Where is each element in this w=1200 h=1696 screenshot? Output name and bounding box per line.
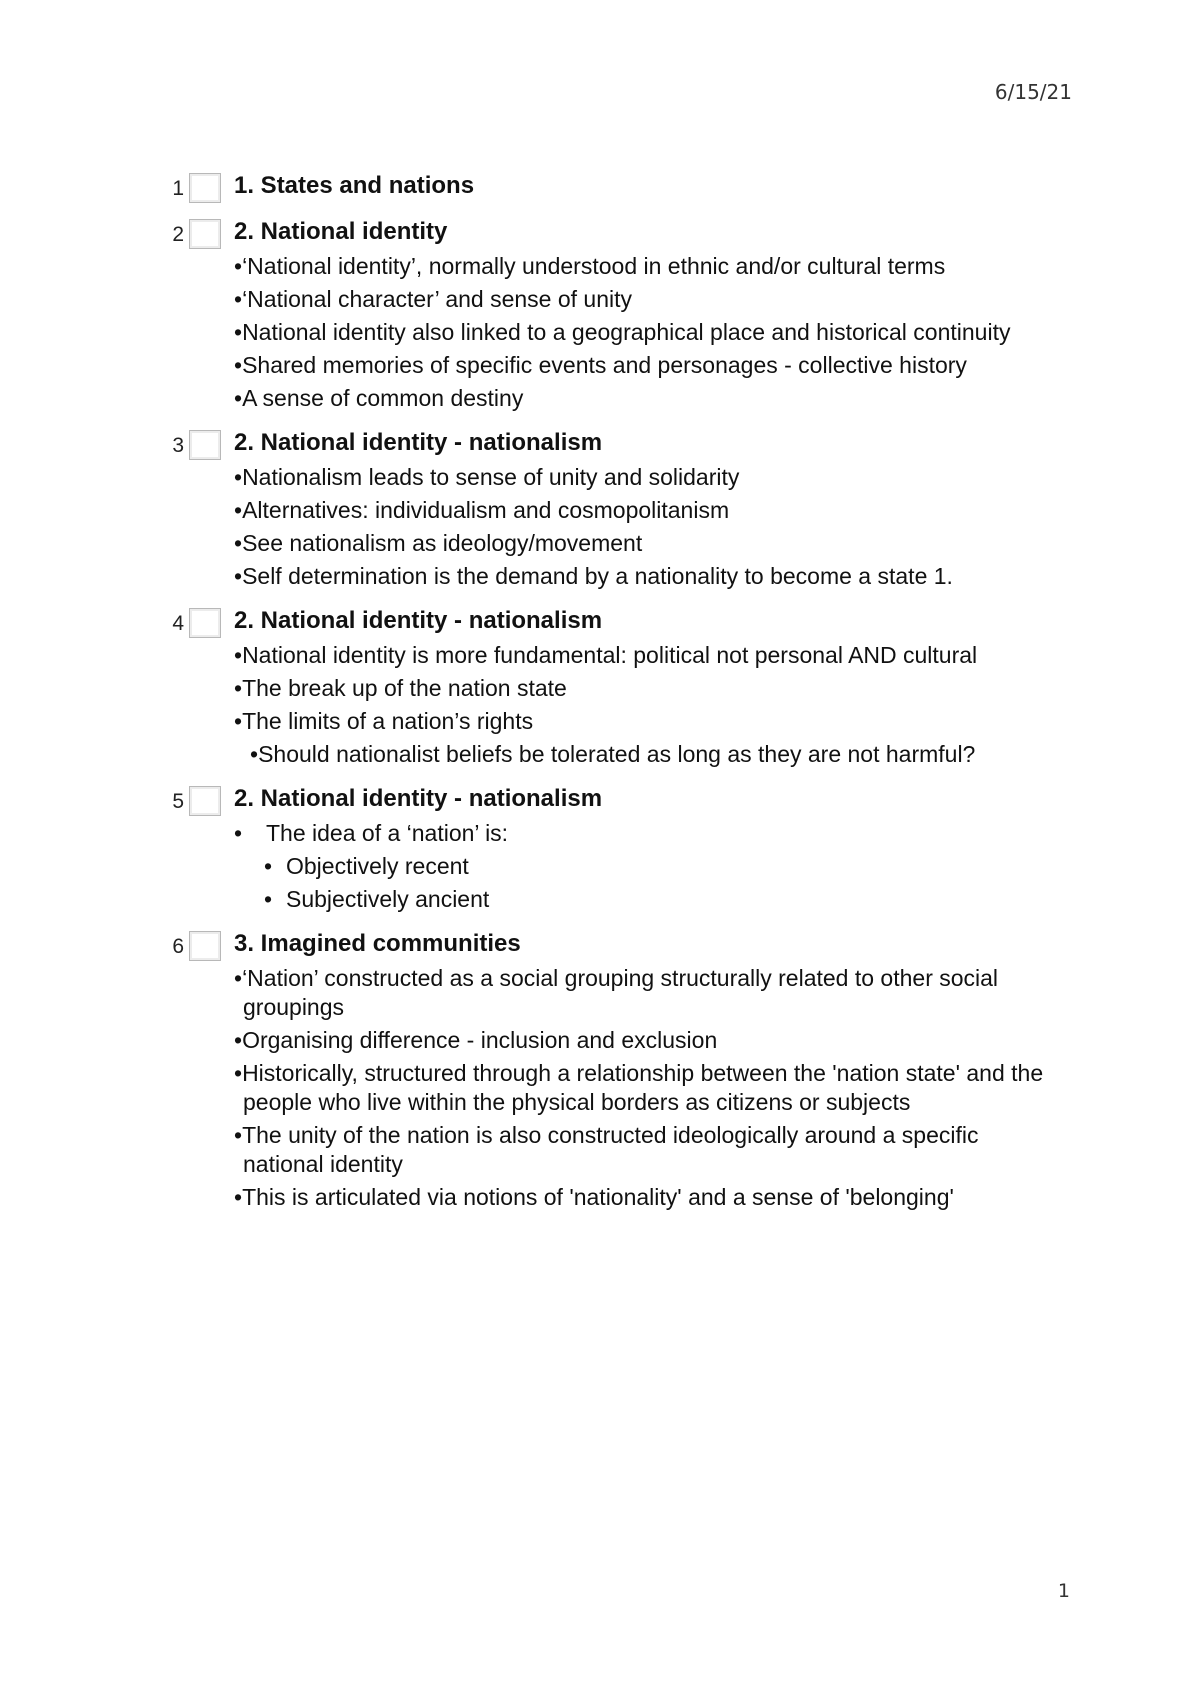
bullet-item: [234, 1183, 1046, 1212]
bullet-symbol: •: [234, 464, 243, 490]
bullet-text: Organising difference - inclusion and exclusion: [242, 1027, 718, 1053]
bullet-symbol: •: [234, 675, 243, 701]
bullet-text: Nationalism leads to sense of unity and solidarity: [242, 464, 740, 490]
bullet-symbol: •: [234, 563, 243, 589]
bullet-item: [234, 1026, 1046, 1055]
bullet-symbol: •: [234, 385, 243, 411]
bullet-text: The idea of a ‘nation’ is:: [266, 820, 509, 846]
slide-entry: [166, 427, 1046, 591]
bullet-text: Alternatives: individualism and cosmopolitanism: [242, 497, 730, 523]
bullet-symbol: •: [264, 853, 273, 879]
print-date: 6/15/21: [994, 80, 1072, 104]
bullet-text: A sense of common destiny: [242, 385, 524, 411]
bullet-symbol: •: [234, 708, 243, 734]
slide-thumbnail-placeholder: [189, 219, 221, 249]
bullet-text: The break up of the nation state: [242, 675, 567, 701]
bullet-text: ‘Nation’ constructed as a social grouping structurally related to other social groupings: [242, 965, 999, 1020]
slide-number: 1: [172, 177, 184, 200]
slide-entry: [166, 783, 1046, 914]
page-number: 1: [1057, 1580, 1070, 1602]
bullet-item: [234, 707, 1046, 736]
bullet-text: The limits of a nation’s rights: [242, 708, 534, 734]
slide-thumbnail-placeholder: [189, 608, 221, 638]
bullet-item: [234, 529, 1046, 558]
bullet-text: This is articulated via notions of 'nationality' and a sense of 'belonging': [242, 1184, 954, 1210]
bullet-text: National identity also linked to a geographical place and historical continuity: [242, 319, 1011, 345]
bullet-item: [234, 496, 1046, 525]
slide-entry: [166, 605, 1046, 769]
bullet-text: Self determination is the demand by a nationality to become a state 1.: [242, 563, 953, 589]
bullet-symbol: •: [234, 965, 243, 991]
bullet-text: Historically, structured through a relationship between the 'nation state' and the people who live within the physical borders as citizens or subjects: [242, 1060, 1044, 1115]
bullet-symbol: •: [264, 886, 273, 912]
bullet-item: [234, 819, 1046, 848]
slide-number: 4: [172, 612, 184, 635]
slide-title: 3. Imagined communities: [234, 930, 521, 957]
slide-title: 2. National identity - nationalism: [234, 607, 603, 634]
bullet-item: [234, 674, 1046, 703]
slide-title: 1. States and nations: [234, 172, 475, 199]
bullet-text: Objectively recent: [286, 853, 469, 879]
bullet-text: National identity is more fundamental: political not personal AND cultural: [242, 642, 978, 668]
slide-title: 2. National identity - nationalism: [234, 429, 603, 456]
bullet-item: [234, 1059, 1046, 1117]
bullet-item: [264, 852, 1046, 881]
slide-thumbnail-placeholder: [189, 931, 221, 961]
bullet-text: See nationalism as ideology/movement: [242, 530, 643, 556]
bullet-text: Should nationalist beliefs be tolerated as long as they are not harmful?: [258, 741, 976, 767]
bullet-item: [264, 885, 1046, 914]
bullet-symbol: •: [234, 352, 243, 378]
slide-title: 2. National identity: [234, 218, 448, 245]
bullet-item: [234, 740, 1046, 769]
slide-thumbnail-placeholder: [189, 786, 221, 816]
bullet-text: Shared memories of specific events and personages - collective history: [242, 352, 967, 378]
slide-thumbnail-placeholder: [189, 430, 221, 460]
bullet-symbol: •: [234, 497, 243, 523]
bullet-text: ‘National character’ and sense of unity: [242, 286, 633, 312]
slide-number: 3: [172, 434, 184, 457]
bullet-symbol: •: [234, 1184, 243, 1210]
bullet-item: [234, 351, 1046, 380]
bullet-symbol: •: [234, 286, 243, 312]
slide-number: 5: [172, 790, 184, 813]
bullet-item: [234, 285, 1046, 314]
bullet-text: The unity of the nation is also constructed ideologically around a specific national identity: [242, 1122, 979, 1177]
bullet-symbol: •: [234, 530, 243, 556]
slide-title: 2. National identity - nationalism: [234, 785, 603, 812]
slide-outline: [166, 170, 1046, 1226]
bullet-item: [234, 384, 1046, 413]
bullet-symbol: •: [234, 1122, 243, 1148]
slide-entry: [166, 170, 1046, 202]
bullet-item: [234, 463, 1046, 492]
bullet-symbol: •: [250, 741, 259, 767]
slide-entry: [166, 928, 1046, 1212]
bullet-text: Subjectively ancient: [286, 886, 490, 912]
bullet-symbol: •: [234, 319, 243, 345]
bullet-symbol: •: [234, 642, 243, 668]
slide-number: 2: [172, 223, 184, 246]
bullet-item: [234, 641, 1046, 670]
bullet-symbol: •: [234, 1027, 243, 1053]
bullet-item: [234, 964, 1046, 1022]
slide-number: 6: [172, 935, 184, 958]
bullet-text: ‘National identity’, normally understood in ethnic and/or cultural terms: [242, 253, 946, 279]
bullet-item: [234, 318, 1046, 347]
bullet-item: [234, 562, 1046, 591]
bullet-symbol: •: [234, 253, 243, 279]
slide-thumbnail-placeholder: [189, 173, 221, 203]
bullet-symbol: •: [234, 1060, 243, 1086]
slide-entry: [166, 216, 1046, 413]
bullet-item: [234, 1121, 1046, 1179]
bullet-item: [234, 252, 1046, 281]
bullet-symbol: •: [234, 820, 243, 846]
